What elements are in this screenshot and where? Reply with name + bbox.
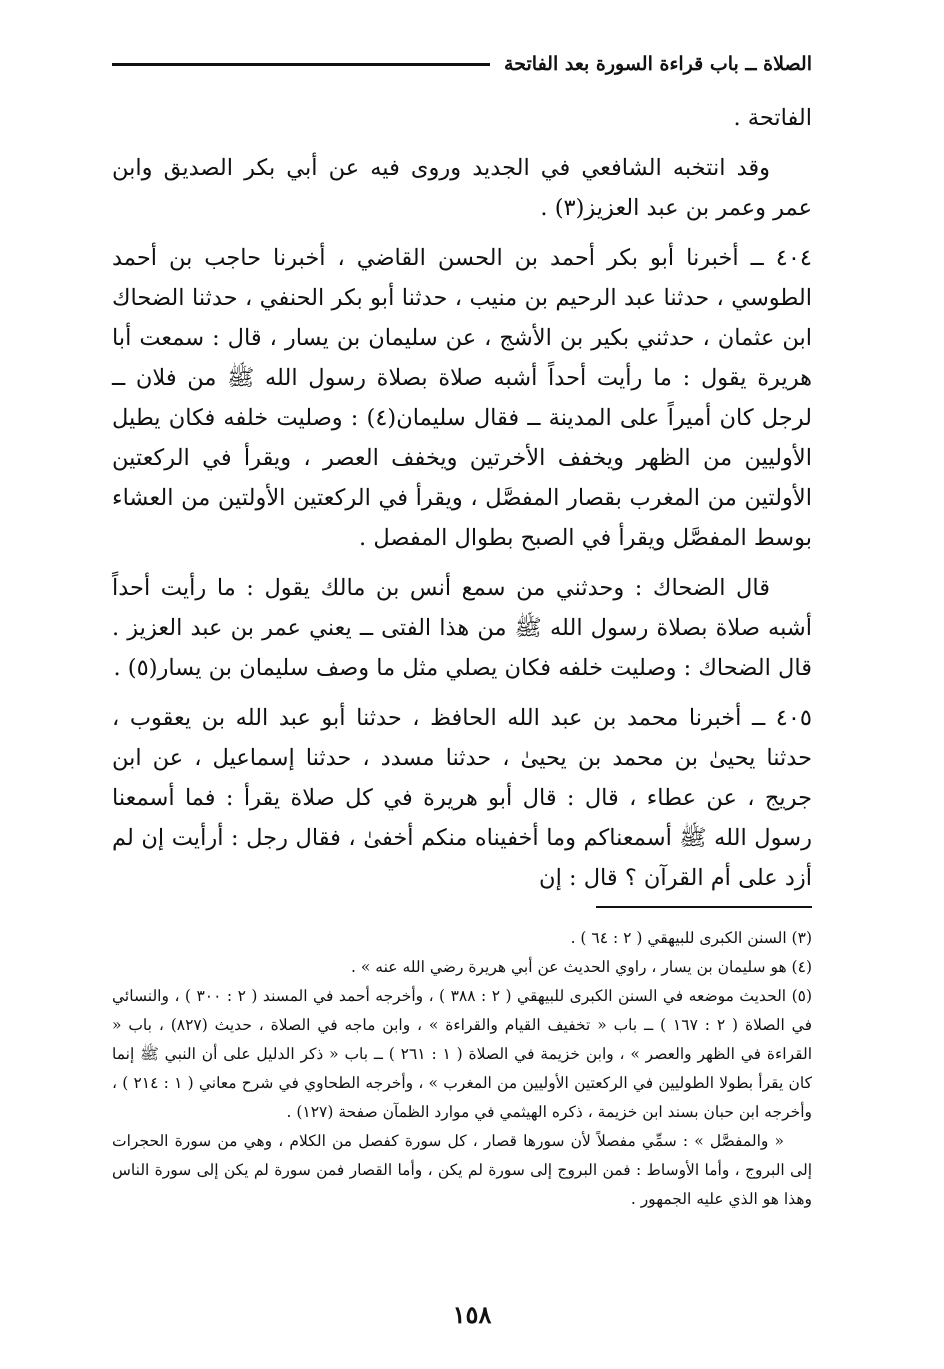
hadith-404: ٤٠٤ ــ أخبرنا أبو بكر أحمد بن الحسن القاضي ، أخبرنا حاجب بن أحمد الطوسي ، حدثنا عبد الرحيم بن منيب ، حدثنا أبو بكر الحنفي ، حدثنا الضحاك ابن عثمان ، حدثني بكير بن الأشج ، عن سليمان بن يسار ، قال : سمعت أبا هريرة يقول : ما رأيت أحداً أشبه صلاة بصلاة رسول الله ﷺ من فلان ــ لرجل كان أميراً على المدينة ــ فقال سليمان(٤) : وصليت خلفه فكان يطيل الأوليين من الظهر ويخفف الأخرتين ويخفف العصر ، ويقرأ في الركعتين الأولتين من المغرب بقصار المفصَّل ، ويقرأ في الركعتين الأولتين من العشاء بوسط المفصَّل ويقرأ في الصبح بطوال المفصل . — [112, 245, 812, 551]
paragraph-dahhak: قال الضحاك : وحدثني من سمع أنس بن مالك يقول : ما رأيت أحداً أشبه صلاة بصلاة رسول الله ﷺ من هذا الفتى ــ يعني عمر بن عبد العزيز . قال الضحاك : وصليت خلفه فكان يصلي مثل ما وصف سليمان بن يسار(٥) . — [112, 575, 812, 681]
page-number: ١٥٨ — [452, 1300, 492, 1329]
chapter-title: الصلاة ــ باب قراءة السورة بعد الفاتحة — [504, 53, 812, 75]
footnote-4: (٤) هو سليمان بن يسار ، راوي الحديث عن أبي هريرة رضي الله عنه » . — [351, 958, 812, 976]
footnote-5-continuation: « والمفصَّل » : سمِّي مفصلاً لأن سورها قصار ، كل سورة كفصل من الكلام ، وهي من سورة الحجرات إلى البروج ، وأما الأوساط : فمن البروج إلى سورة لم يكن ، وأما القصار فمن سورة لم يكن إلى سورة الناس وهذا هو الذي عليه الجمهور . — [112, 1132, 812, 1208]
paragraph-shafii: وقد انتخبه الشافعي في الجديد وروى فيه عن أبي بكر الصديق وابن عمر وعمر بن عبد العزيز(٣) . — [112, 155, 812, 221]
footnotes-divider — [596, 906, 812, 908]
footnote-3: (٣) السنن الكبرى للبيهقي ( ٢ : ٦٤ ) . — [570, 929, 812, 947]
footnote-5: (٥) الحديث موضعه في السنن الكبرى للبيهقي ( ٢ : ٣٨٨ ) ، وأخرجه أحمد في المسند ( ٢ : ٣٠٠ ) ، والنسائي في الصلاة ( ٢ : ١٦٧ ) ــ باب « تخفيف القيام والقراءة » ، وابن ماجه في الصلاة ، حديث (٨٢٧) ، باب « القراءة في الظهر والعصر » ، وابن خزيمة في الصلاة ( ١ : ٢٦١ ) ــ باب « ذكر الدليل على أن النبي ﷺ إنما كان يقرأ بطولا الطوليين في الركعتين الأوليين من المغرب » ، وأخرجه الطحاوي في شرح معاني ( ١ : ٢١٤ ) ، وأخرجه ابن حبان بسند ابن خزيمة ، ذكره الهيثمي في موارد الظمآن صفحة (١٢٧) . — [112, 987, 813, 1121]
main-text — [112, 98, 812, 898]
paragraph-continuation: الفاتحة . — [733, 105, 812, 131]
hadith-405: ٤٠٥ ــ أخبرنا محمد بن عبد الله الحافظ ، حدثنا أبو عبد الله بن يعقوب ، حدثنا يحيىٰ بن محمد بن يحيىٰ ، حدثنا مسدد ، حدثنا إسماعيل ، عن ابن جريج ، عن عطاء ، قال : قال أبو هريرة في كل صلاة يقرأ : فما أسمعنا رسول الله ﷺ أسمعناكم وما أخفيناه منكم أخفىٰ ، فقال رجل : أرأيت إن لم أزد على أم القرآن ؟ قال : إن — [112, 705, 812, 891]
header-rule — [112, 63, 490, 66]
footnotes — [112, 924, 812, 1214]
running-header — [112, 44, 812, 84]
